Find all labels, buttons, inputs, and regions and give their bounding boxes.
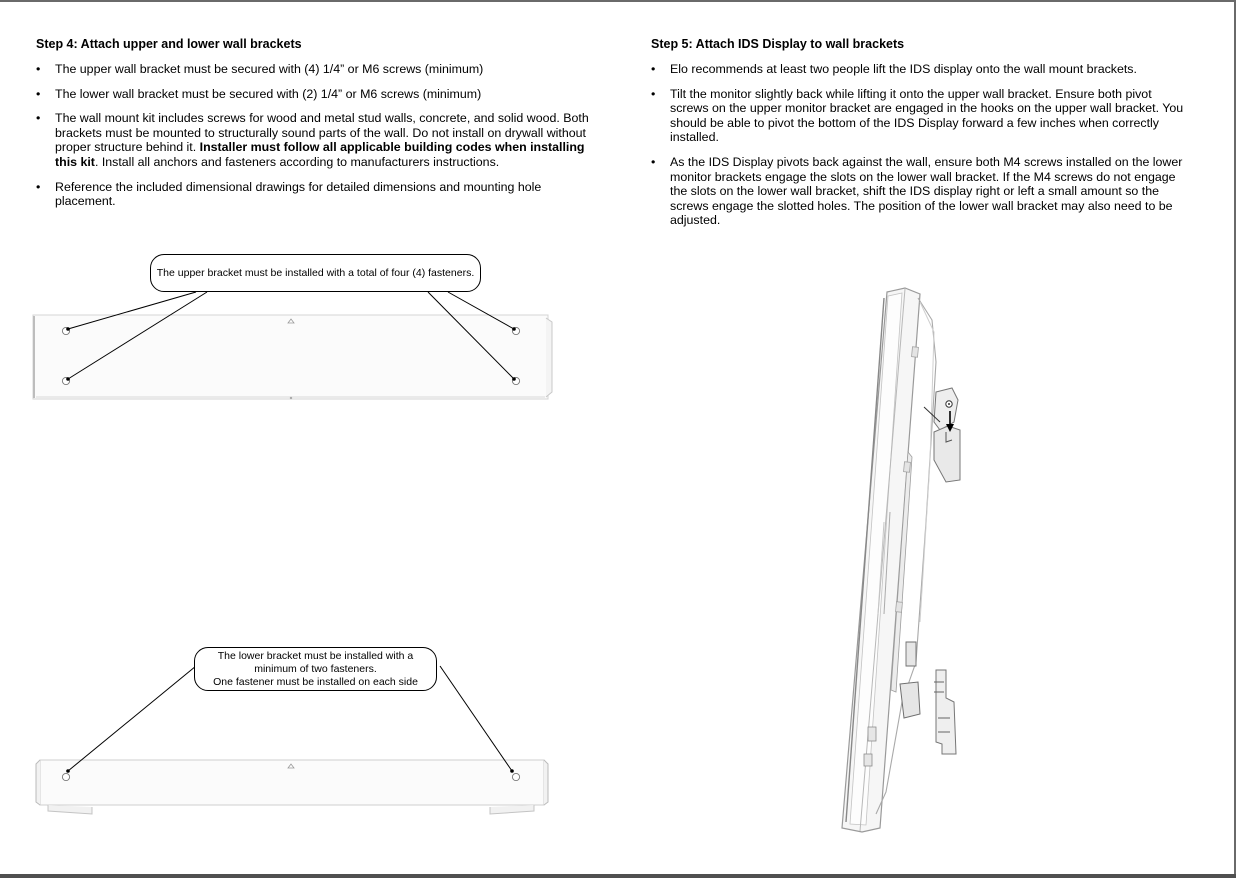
step4-bullet-text: . Install all anchors and fasteners according to manufacturers instructions. [94, 154, 500, 169]
step4-bullet-text: The upper wall bracket must be secured with (4) 1/4” or M6 screws (minimum) [55, 62, 484, 76]
lower-callout-line: minimum of two fasteners. [254, 663, 377, 675]
bullet-glyph: • [651, 86, 656, 101]
bullet-glyph: • [651, 62, 656, 76]
bullet-glyph: • [651, 154, 656, 169]
building-codes-warning: Installer must follow all applicable building codes when installing this kit [55, 140, 585, 169]
bullet-glyph: • [36, 111, 41, 126]
step5-bullet-text: Elo recommends at least two people lift the IDS display onto the wall mount brackets. [670, 62, 1137, 76]
lower-callout-line: One fastener must be installed on each side [213, 676, 418, 688]
bullet-glyph: • [36, 86, 41, 101]
step5-bullet-text: As the IDS Display pivots back against the wall, ensure both M4 screws installed on the lower monitor brackets engage the slots on the lower wall bracket. If the M4 screws do not engage the slots on the lower wall bracket, shift the IDS display right or left a small amount so the screws engage the slotted holes. The position of the lower wall bracket may also need to be adjusted. [670, 154, 1183, 228]
step4-heading: Step 4: Attach upper and lower wall brackets [36, 37, 302, 51]
bullet-glyph: • [36, 62, 41, 76]
step5-bullet-text: Tilt the monitor slightly back while lifting it onto the upper wall bracket. Ensure both pivot screws on the upper monitor bracket are engaged in the hooks on the upper wall bracket. You should be able to pivot the bottom of the IDS Display forward a few inches when correctly installed. [670, 86, 1184, 145]
upper-callout-text: The upper bracket must be installed with a total of four (4) fasteners. [156, 267, 475, 279]
step4-bullet-text: The wall mount kit includes screws for wood and metal stud walls, concrete, and solid wood. Both brackets must be mounted to structurally sound parts of the wall. Do not install on drywall without proper structure behind it. [55, 111, 589, 155]
step4-bullet-text: The lower wall bracket must be secured with (2) 1/4” or M6 screws (minimum) [55, 86, 482, 101]
ids-display-side-view-illustration [0, 2, 1236, 874]
step5-heading: Step 5: Attach IDS Display to wall brackets [651, 37, 905, 51]
bullet-glyph: • [36, 179, 41, 194]
lower-callout-line: The lower bracket must be installed with a [217, 650, 414, 662]
step4-bullet-text: Reference the included dimensional drawings for detailed dimensions and mounting hole placement. [55, 179, 542, 209]
